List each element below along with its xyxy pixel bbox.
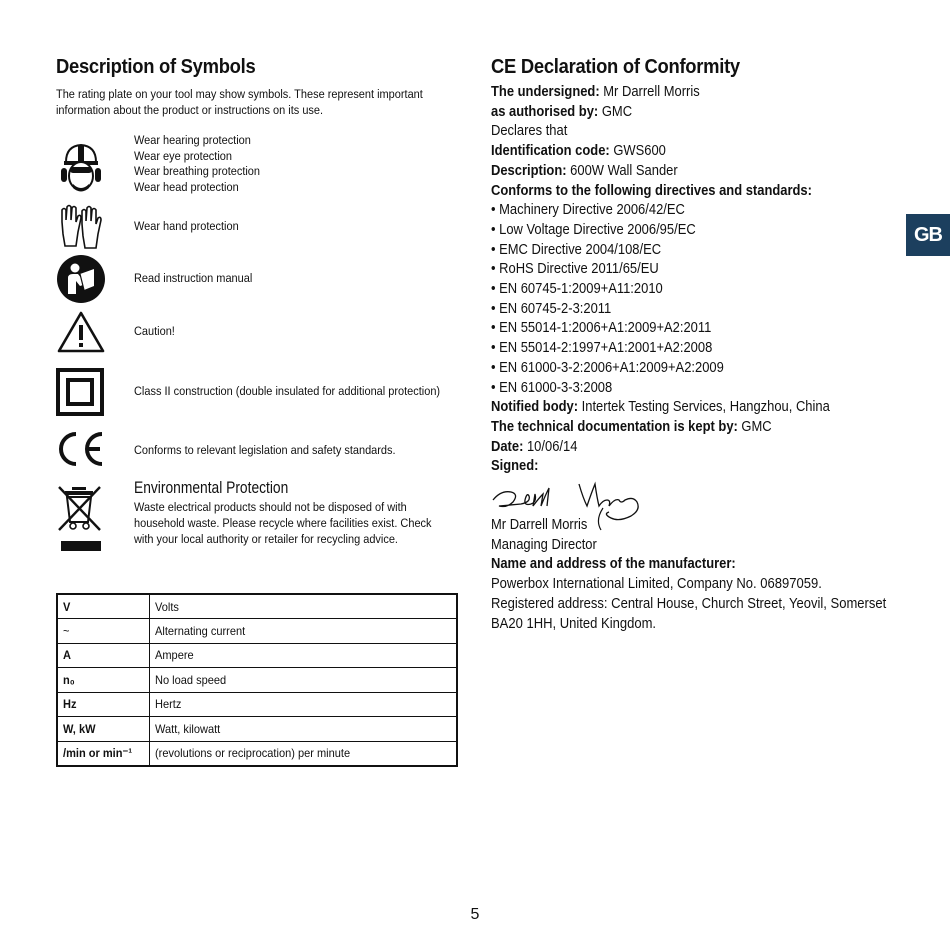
table-row [57,619,457,644]
protection-text [134,133,260,195]
unit-meaning: Volts [149,594,457,619]
declaration-title: CE Declaration of Conformity [491,56,740,78]
unit-meaning: Alternating current [149,619,457,644]
head-protection-label: Wear head protection [134,179,239,194]
head-eye-ear-protection-icon [56,140,106,190]
hand-protection-label: Wear hand protection [134,219,239,233]
authorised-line: as authorised by: GMC [491,103,633,120]
unit-meaning: (revolutions or reciprocation) per minute [149,741,457,766]
declaration-column [491,56,901,634]
hearing-protection-label: Wear hearing protection [134,133,251,147]
directive-item: • EN 61000-3-2:2006+A1:2009+A2:2009 [491,359,724,376]
conforms-heading: Conforms to the following directives and standards: [491,182,812,199]
unit-meaning: Hertz [149,692,457,717]
description-line: Description: 600W Wall Sander [491,162,678,179]
symbols-intro: The rating plate on your tool may show symbols. These represent important information about the product or instructions on its use. [56,87,423,117]
language-tab-gb: GB [906,214,950,256]
signed-line: Signed: [491,458,539,475]
units-table [56,593,458,767]
unit-meaning: No load speed [149,668,457,693]
signature-image [491,478,651,538]
identification-line: Identification code: GWS600 [491,143,666,160]
unit-symbol: n₀ [57,668,149,693]
unit-symbol: V [57,594,149,619]
directive-item: • EN 55014-1:2006+A1:2009+A2:2011 [491,320,712,337]
warning-triangle-icon [56,310,106,360]
table-row [57,594,457,619]
table-row [57,717,457,742]
caution-label: Caution! [134,324,175,338]
unit-symbol: /min or min⁻¹ [57,741,149,766]
table-row [57,741,457,766]
directive-item: • EMC Directive 2004/108/EC [491,241,662,258]
crossed-bin-icon [56,484,106,554]
gloves-icon [56,202,106,252]
ce-mark-icon [56,430,106,480]
environment-body: Waste electrical products should not be disposed of with household waste. Please recycle where facilities exist. Check with your local authority or retailer for recycling advice. [134,499,432,547]
directive-item: • Machinery Directive 2006/42/EC [491,202,685,219]
environment-text [134,481,445,548]
unit-symbol: W, kW [57,717,149,742]
unit-symbol: Hz [57,692,149,717]
signer-name: Mr Darrell Morris [491,517,588,534]
environment-title: Environmental Protection [134,479,289,497]
directive-item: • RoHS Directive 2011/65/EU [491,261,659,278]
declares-line: Declares that [491,123,568,140]
unit-meaning: Watt, kilowatt [149,717,457,742]
unit-meaning: Ampere [149,643,457,668]
page-number: 5 [470,906,480,923]
undersigned-line: The undersigned: Mr Darrell Morris [491,84,700,100]
declaration-body [491,83,901,634]
directive-item: • EN 60745-1:2009+A11:2010 [491,281,663,298]
techdoc-line: The technical documentation is kept by: GMC [491,418,772,435]
manufacturer-heading: Name and address of the manufacturer: [491,556,736,573]
directive-item: • EN 61000-3-3:2008 [491,379,613,396]
read-manual-icon [56,254,106,304]
manufacturer-address: Powerbox International Limited, Company No. 06897059. Registered address: Central House, Church Street, Yeovil, Somerset BA20 1HH, United Kingdom. [491,576,887,632]
table-row [57,643,457,668]
directive-item: • Low Voltage Directive 2006/95/EC [491,221,696,238]
table-row [57,692,457,717]
class2-label: Class II construction (double insulated for additional protection) [134,384,441,398]
eye-protection-label: Wear eye protection [134,148,232,163]
unit-symbol: ~ [57,619,149,644]
directive-item: • EN 60745-2-3:2011 [491,300,612,317]
notified-body-line: Notified body: Intertek Testing Services, Hangzhou, China [491,399,830,416]
table-row [57,668,457,693]
unit-symbol: A [57,643,149,668]
signer-title: Managing Director [491,536,597,553]
ce-label: Conforms to relevant legislation and safety standards. [134,443,396,457]
manual-label: Read instruction manual [134,271,253,285]
directive-item: • EN 55014-2:1997+A1:2001+A2:2008 [491,340,713,357]
double-insulation-icon [56,368,106,418]
symbols-column [56,56,460,760]
symbols-title: Description of Symbols [56,56,256,78]
breathing-protection-label: Wear breathing protection [134,164,261,179]
date-line: Date: 10/06/14 [491,438,578,455]
